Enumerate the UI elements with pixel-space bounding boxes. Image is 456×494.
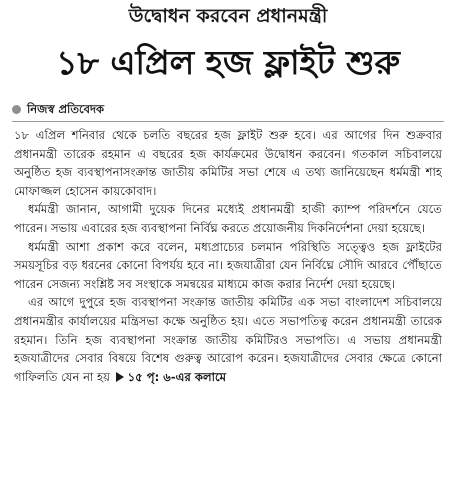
byline: নিজস্ব প্রতিবেদক (27, 102, 105, 116)
paragraph-4 (14, 293, 442, 386)
byline-row (12, 101, 104, 117)
paragraph-2: ধর্মমন্ত্রী জানান, আগামী দুয়েক দিনের মধ্যেই প্রধানমন্ত্রী হাজী ক্যাম্প পরিদর্শনে যেতে পারেন। সভায় এবারের হজ ব্যবস্থাপনা নির্বিঘ্ন করতে প্রয়োজনীয় দিকনির্দেশনা দেয়া হয়েছে। (14, 202, 442, 235)
paragraph-3: ধর্মমন্ত্রী আশা প্রকাশ করে বলেন, মধ্যপ্রাচ্যের চলমান পরিস্থিতি সত্ত্বেও হজ ফ্লাইটের সময়সূচির বড় ধরনের কোনো বিপর্যয় হবে না। হজযাত্রীরা যেন নির্বিঘ্নে সৌদি আরবে পৌঁছাতে পারেন সেজন্য সংশ্লিষ্ট সব সংস্থাকে সমন্বয়ের মাধ্যমে কাজ করার নির্দেশ দেয়া হয়েছে। (14, 239, 442, 291)
paragraph-4-text: এর আগে দুপুরে হজ ব্যবস্থাপনা সংক্রান্ত জাতীয় কমিটির এক সভা বাংলাদেশ সচিবালয়ে প্রধানমন্ত্রীর কার্যালয়ের মন্ত্রিসভা কক্ষে অনুষ্ঠিত হয়। এতে সভাপতিত্ব করেন প্রধানমন্ত্রী তারেক রহমান। তিনি হজ ব্যবস্থাপনা সংক্রান্ত জাতীয় কমিটিরও সভাপতি। এ সভায় প্রধানমন্ত্রী হজযাত্রীদের সেবার বিষয়ে বিশেষ গুরুত্ব আরোপ করেন। হজযাত্রীদের সেবার ক্ষেত্রে কোনো গাফিলতি যেন না হয় (14, 295, 442, 384)
paragraph-1: ১৮ এপ্রিল শনিবার থেকে চলতি বছরের হজ ফ্লাইট শুরু হবে। এর আগের দিন শুক্রবার প্রধানমন্ত্রী তারেক রহমান এ বছরের হজ কার্যক্রমের উদ্বোধন করবেন। গতকাল সচিবালয়ে অনুষ্ঠিত হজ ব্যবস্থাপনাসংক্রান্ত জাতীয় কমিটির সভা শেষে এ তথ্য জানিয়েছেন ধর্মমন্ত্রী শাহ মোফাজ্জল হোসেন কায়কোবাদ। (14, 128, 442, 198)
kicker: উদ্বোধন করবেন প্রধানমন্ত্রী (128, 5, 328, 27)
divider (12, 121, 444, 122)
headline: ১৮ এপ্রিল হজ ফ্লাইট শুরু (56, 43, 400, 82)
arrow-right-icon (116, 372, 124, 382)
article-body (14, 126, 442, 490)
bullet-icon (12, 105, 21, 114)
continuation-note: ১৫ পৃ: ৬-এর কলামে (127, 369, 227, 384)
